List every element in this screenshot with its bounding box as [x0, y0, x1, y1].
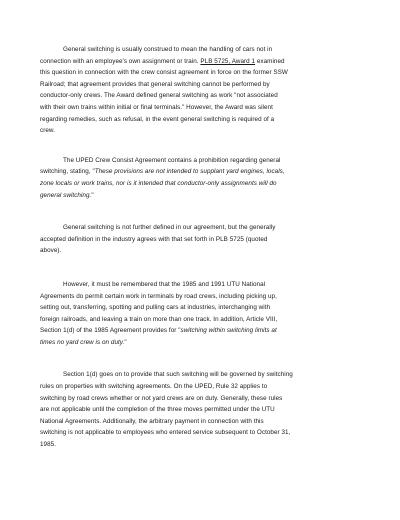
- italic-quotation: times no yard crew is on duty.: [40, 338, 125, 346]
- text-line: [40, 114, 370, 126]
- text-line: [40, 302, 370, 314]
- text-run: National Agreements. Additionally, the arbitrary payment in connection with this: [40, 417, 264, 425]
- text-run: 1985.: [40, 441, 57, 449]
- text-run: are not applicable until the completion of the three moves permitted under the UTU: [40, 406, 275, 414]
- text-run: rules on properties with switching agreements. On the UPED, Rule 32 applies to: [40, 383, 268, 391]
- paragraph-section-1d-rules: [40, 369, 370, 450]
- text-run: switching by road crews whether or not yard crews are on duty. Generally, these rules: [40, 394, 283, 402]
- text-line: [40, 166, 370, 178]
- paragraph-industry-definition: [40, 222, 370, 257]
- text-run: General switching is not further defined in our agreement, but the generally: [63, 224, 276, 232]
- text-line: [40, 222, 370, 234]
- underlined-citation: PLB 5725, Award 1: [200, 57, 256, 65]
- italic-quotation: These provisions are not intended to supplant yard engines, locals,: [94, 168, 285, 176]
- text-run: this question in connection with the crew consist agreement in force on the former SSW: [40, 69, 288, 77]
- text-run: crew.: [40, 127, 55, 135]
- italic-quotation: switching within switching limits at: [180, 327, 277, 335]
- text-run: The UPED Crew Consist Agreement contains a prohibition regarding general: [63, 156, 281, 164]
- text-line: [40, 102, 370, 114]
- text-run: foreign railroads, and leaving a train on more than one track. In addition, Article VIII,: [40, 315, 278, 323]
- text-run: Section 1(d) of the 1985 Agreement provides for ": [40, 327, 181, 335]
- text-run: ": [124, 338, 127, 346]
- text-line: [40, 325, 370, 337]
- text-line: [40, 427, 370, 439]
- text-line: [40, 393, 370, 405]
- text-run: connection with an employee's own assignment or train.: [40, 57, 201, 65]
- text-run: Section 1(d) goes on to provide that such switching will be governed by switching: [63, 371, 293, 379]
- text-line: [40, 90, 370, 102]
- text-line: [40, 381, 370, 393]
- text-run: Agreements do permit certain work in terminals by road crews, including picking up,: [40, 292, 277, 300]
- text-line: [40, 234, 370, 246]
- text-line: [40, 125, 370, 137]
- text-line: [40, 245, 370, 257]
- text-run: examined: [255, 57, 285, 65]
- text-line: [40, 56, 370, 68]
- text-run: However, it must be remembered that the 1985 and 1991 UTU National: [63, 280, 266, 288]
- text-run: setting out, transferring, spotting and pulling cars at industries, interchanging with: [40, 304, 271, 312]
- text-run: Railroad; that agreement provides that general switching cannot be performed by: [40, 80, 270, 88]
- text-run: above).: [40, 247, 62, 255]
- text-line: [40, 155, 370, 167]
- text-line: [40, 314, 370, 326]
- text-line: [40, 369, 370, 381]
- text-run: ": [91, 191, 94, 199]
- text-line: [40, 178, 370, 190]
- text-run: switching, stating, ": [40, 168, 95, 176]
- document-page: [40, 44, 370, 470]
- paragraph-crew-consist-prohibition: [40, 155, 370, 201]
- text-line: [40, 190, 370, 202]
- text-line: [40, 279, 370, 291]
- text-run: with their own trains within initial or final terminals." However, the Award was silent: [40, 103, 273, 111]
- text-run: General switching is usually construed to mean the handling of cars not in: [63, 46, 273, 53]
- text-line: [40, 439, 370, 451]
- text-line: [40, 416, 370, 428]
- text-line: [40, 337, 370, 349]
- italic-quotation: zone locals or work trains, nor is it intended that conductor-only assignments will do: [40, 179, 277, 187]
- text-line: [40, 44, 370, 56]
- text-line: [40, 291, 370, 303]
- paragraph-national-agreements: [40, 279, 370, 349]
- text-run: switching is not applicable to employees who entered service subsequent to October 31,: [40, 429, 291, 437]
- text-run: regarding remedies, such as refusal, in the event general switching is required of a: [40, 115, 275, 123]
- text-line: [40, 404, 370, 416]
- text-line: [40, 67, 370, 79]
- text-run: conductor-only crews. The Award defined general switching as work "not associated: [40, 92, 278, 100]
- text-run: accepted definition in the industry agrees with that set forth in PLB 5725 (quoted: [40, 235, 268, 243]
- italic-quotation: general switching.: [40, 191, 92, 199]
- text-line: [40, 79, 370, 91]
- paragraph-general-switching-definition: [40, 44, 370, 137]
